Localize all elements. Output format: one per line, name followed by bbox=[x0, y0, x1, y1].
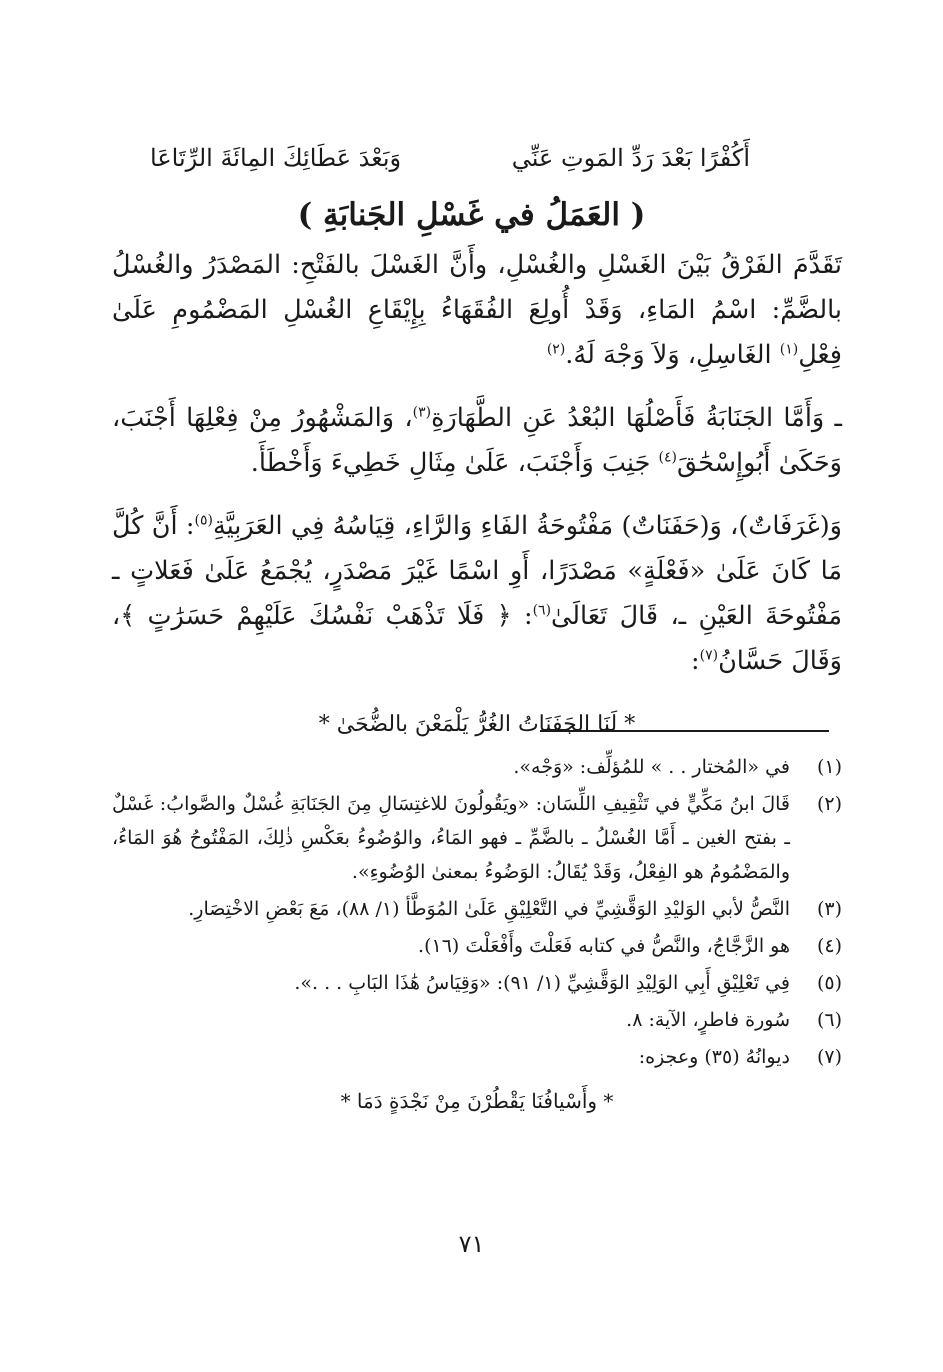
paragraph-text: تَقَدَّمَ الفَرْقُ بَيْنَ الغَسْلِ والغُسْلِ، وأَنَّ الغَسْلَ بالفَتْحِ: المَصْدَرُ والغُسْلُ بالضَّمِّ: اسْمُ المَاءِ، وَقَدْ أُولِعَ الفُقَهَاءُ بِإِيْقَاعِ الغُسْلِ المَضْمُومِ عَلَىٰ فِعْلِ bbox=[112, 250, 842, 370]
main-text bbox=[112, 243, 842, 747]
footnote-ref: (١) bbox=[779, 341, 799, 358]
paragraph-text: الغَاسِلِ، وَلاَ وَجْهَ لَهُ. bbox=[565, 340, 780, 370]
footnote-poem-line: * وأَسْيافُنَا يَقْطُرْنَ مِنْ نَجْدَةٍ دَمَا * bbox=[340, 1089, 614, 1113]
footnote-text: النَّصُّ لأبي الوَليْدِ الوَقَّشِيِّ في التَّعْلِيْقِ عَلَىٰ المُوَطَّأ (١/ ٨٨)، مَعَ بَعْضِ الاخْتِصَارِ. bbox=[188, 898, 790, 920]
paragraph-text: ـ وَأَمَّا الجَنَابَةُ فَأَصْلُهَا البُعْدُ عَنِ الطَّهَارَةِ bbox=[431, 403, 842, 433]
footnote-item bbox=[112, 750, 842, 784]
footnote-number: (٧) bbox=[816, 1046, 842, 1068]
verse-line bbox=[150, 138, 750, 178]
footnote-item bbox=[112, 892, 842, 926]
paragraph-3 bbox=[112, 504, 842, 684]
footnote-separator bbox=[540, 730, 829, 732]
paragraph-text: وَ(غَرَفَاتٌ)، وَ(حَفَنَاتٌ) مَفْتُوحَةُ الفَاءِ وَالرَّاءِ، قِيَاسُهُ فِي العَرَبِيَّةِ bbox=[212, 511, 842, 541]
paragraph-text: ، وَالمَشْهُورُ مِنْ فِعْلِهَا أَجْنَبَ، وَحَكَىٰ أَبُوإِسْحَٰقَ bbox=[112, 403, 842, 478]
footnote-number: (٢) bbox=[816, 793, 842, 815]
section-title: ( العَمَلُ في غَسْلِ الجَنابَةِ ) bbox=[297, 197, 646, 233]
paragraph-2 bbox=[112, 396, 842, 486]
footnote-text: هو الزَّجَّاجُ، والنَّصُّ في كتابه فَعَلْتَ وأَفْعَلْتَ (١٦). bbox=[418, 935, 790, 957]
footnote-item bbox=[112, 966, 842, 1000]
footnote-item bbox=[112, 929, 842, 963]
paragraph-1 bbox=[112, 243, 842, 378]
footnote-text: فِي تَعْلِيْقِ أَبِي الوَلِيْدِ الوَقَّشِيِّ (١/ ٩١): «وَقِيَاسُ هَٰذَا البَابِ . . .». bbox=[294, 972, 790, 994]
footnote-text: قَالَ ابنُ مَكِّيٍّ في تَثْقِيفِ اللِّسَان: «ويَقُولُونَ للاغتِسَالِ مِنَ الجَنَابَةِ غُسْلٌ والصَّوابُ: غَسْلٌ ـ بفتح الغين ـ أَمَّا الغُسْلُ ـ بالضَّمِّ ـ فهو المَاءُ، والوُضُوءُ بعَكْسِ ذٰلِكَ، المَفْتُوحُ هُوَ المَاءُ، والمَضْمُومُ هو الفِعْلُ، وَقَدْ يُقَالُ: الوَضُوءُ بمعنىٰ الوُضُوءِ». bbox=[112, 793, 790, 883]
paragraph-text: جَنِبَ وَأَجْنَبَ، عَلَىٰ مِثَالِ خَطِيءَ وَأَخْطَأَ. bbox=[250, 448, 659, 478]
footnote-number: (٥) bbox=[816, 972, 842, 994]
footnote-ref: (٢) bbox=[546, 341, 566, 358]
page-number: ٧١ bbox=[458, 1230, 485, 1258]
footnote-ref: (٥) bbox=[194, 512, 213, 529]
paragraph-text: : bbox=[691, 646, 700, 676]
footnote-number: (٣) bbox=[816, 898, 842, 920]
footnote-number: (٦) bbox=[816, 1009, 842, 1031]
paragraph-text: : ﴿ فَلَا تَذْهَبْ نَفْسُكَ عَلَيْهِمْ حَسَرَٰتٍ ﴾، وَقَالَ حَسَّانُ bbox=[112, 601, 842, 676]
poem-line: * لَنَا الجَفَنَاتُ الغُرُّ يَلْمَعْنَ بالضُّحَىٰ * bbox=[318, 712, 636, 737]
footnote-text: سُورة فاطرٍ، الآية: ٨. bbox=[626, 1009, 790, 1031]
footnote-text: ديوانُهُ (٣٥) وعجزه: bbox=[638, 1046, 790, 1068]
verse-second-hemistich: وَبَعْدَ عَطَائِكَ المِائَةَ الرِّتَاعَا bbox=[150, 144, 402, 172]
footnote-item bbox=[112, 787, 842, 889]
footnotes bbox=[112, 750, 842, 1118]
footnote-ref: (٣) bbox=[412, 404, 432, 421]
footnote-ref: (٧) bbox=[699, 647, 719, 664]
footnote-ref: (٦) bbox=[532, 602, 552, 619]
footnote-item bbox=[112, 1040, 842, 1074]
footnote-item bbox=[112, 1003, 842, 1037]
paragraph-text: : أَنَّ كُلَّ مَا كَانَ عَلَىٰ «فَعْلَةٍ» مَصْدَرًا، أَوِ اسْمًا غَيْرَ مَصْدَرٍ، يُجْمَعُ عَلَىٰ فَعَلاتٍ ـ مَفْتُوحَةَ العَيْنِ ـ، قَالَ تَعَالَىٰ bbox=[112, 511, 843, 631]
footnote-number: (٤) bbox=[816, 935, 842, 957]
footnote-number: (١) bbox=[816, 756, 842, 778]
footnote-text: في «المُختار . . » للمُؤلِّف: «وَجْه». bbox=[513, 756, 790, 778]
verse-first-hemistich: أَكُفْرًا بَعْدَ رَدِّ المَوتِ عَنِّي bbox=[511, 144, 750, 172]
footnote-ref: (٤) bbox=[658, 449, 677, 466]
